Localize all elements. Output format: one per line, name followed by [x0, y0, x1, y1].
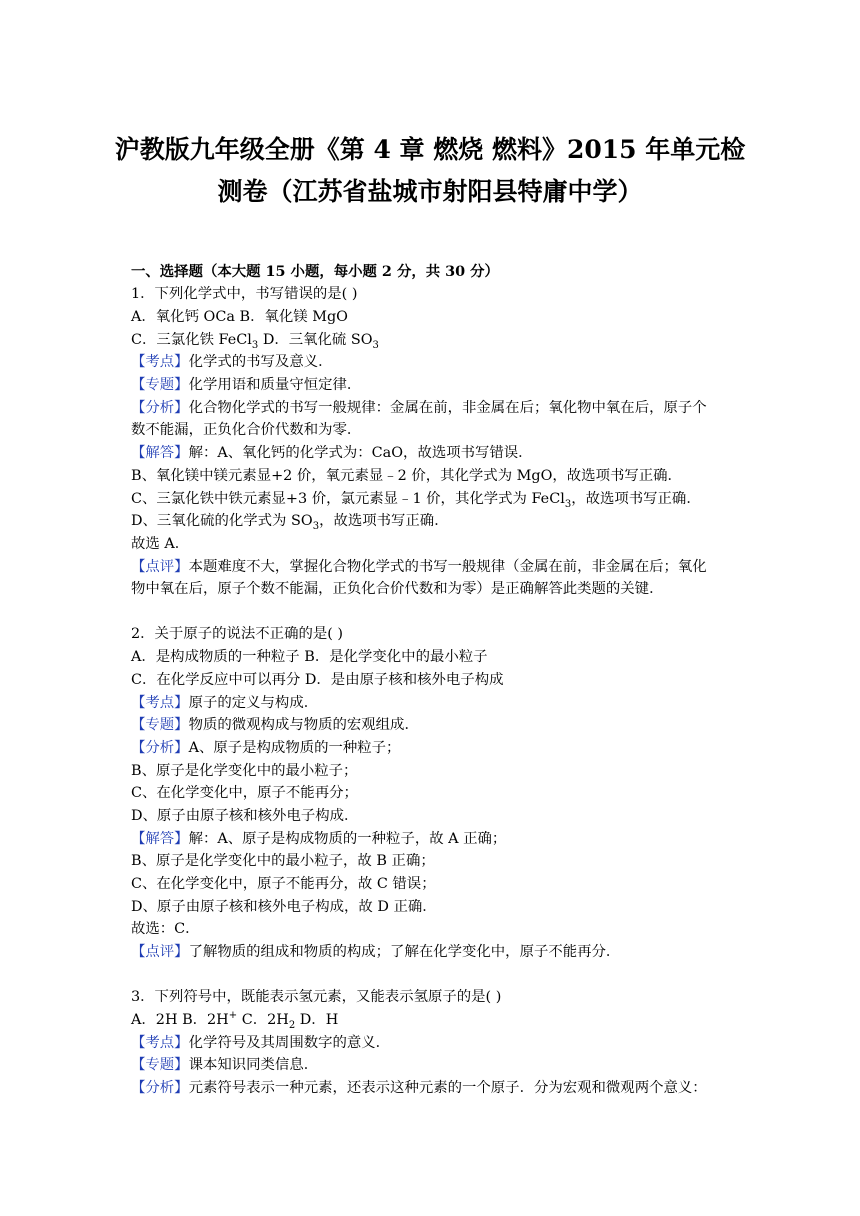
q1-options-ab: A．氧化钙 OCa B．氧化镁 MgO — [131, 309, 348, 325]
q1-zhuanti-text: 化学用语和质量守恒定律． — [188, 377, 362, 393]
q2-zhuanti — [131, 714, 751, 736]
jieda-tag: 【解答】 — [131, 445, 189, 461]
q2-jieda-text-1: 解：A、原子是构成物质的一种粒子，故 A 正确； — [188, 831, 507, 847]
q2-dianping — [131, 941, 751, 963]
dianping-tag: 【点评】 — [131, 559, 189, 575]
q1-jieda-4 — [131, 510, 751, 532]
q1-opt-c-sub: 3 — [251, 339, 259, 351]
q1-opt-d-sub: 3 — [372, 339, 379, 351]
q1-opt-d: D．三氧化硫 SO — [258, 332, 373, 348]
q1-jieda-3-sub: 3 — [564, 498, 572, 510]
q2-jieda-3: C、在化学变化中，原子不能再分，故 C 错误； — [131, 876, 436, 892]
fenxi-tag: 【分析】 — [131, 740, 189, 756]
q1-dianping-text-1: 本题难度不大，掌握化合物化学式的书写一般规律（金属在前，非金属在后；氧化 — [188, 559, 707, 575]
q1-jieda-4b: ，故选项书写正确． — [319, 513, 449, 529]
kaodian-tag: 【考点】 — [131, 695, 189, 711]
q3-opt-d: D．H — [295, 1012, 339, 1028]
q1-fenxi-text-1: 化合物化学式的书写一般规律：金属在前，非金属在后；氧化物中氧在后，原子个 — [188, 400, 707, 416]
q3-zhuanti — [131, 1054, 751, 1076]
q1-jieda-3b: ，故选项书写正确． — [571, 491, 701, 507]
section-heading: 一、选择题（本大题 15 小题，每小题 2 分，共 30 分） — [131, 263, 499, 280]
q1-jieda-1 — [131, 442, 751, 464]
q2-fenxi-4: D、原子由原子核和核外电子构成． — [131, 808, 359, 824]
q2-fenxi-2: B、原子是化学变化中的最小粒子； — [131, 763, 358, 779]
q3-opt-c-sub: 2 — [288, 1019, 296, 1031]
q3-opt-b-sup: + — [228, 1010, 238, 1022]
q3-zhuanti-text: 课本知识同类信息． — [188, 1057, 319, 1073]
q2-zhuanti-text: 物质的微观构成与物质的宏观组成． — [188, 717, 419, 733]
q3-kaodian — [131, 1032, 751, 1054]
q1-kaodian — [131, 351, 751, 373]
q1-jieda-2: B、氧化镁中镁元素显+2 价，氧元素显﹣2 价，其化学式为 MgO，故选项书写正确． — [131, 468, 682, 484]
doc-title-line1: 沪教版九年级全册《第 4 章 燃烧 燃料》2015 年单元检 — [114, 135, 746, 164]
q3-stem: 3．下列符号中，既能表示氢元素，又能表示氢原子的是( ) — [131, 989, 502, 1005]
q1-jieda-3a: C、三氯化铁中铁元素显+3 价，氯元素显﹣1 价，其化学式为 FeCl — [131, 491, 565, 507]
fenxi-tag: 【分析】 — [131, 400, 189, 416]
q2-options-ab: A．是构成物质的一种粒子 B．是化学变化中的最小粒子 — [131, 649, 488, 665]
q3-options — [131, 1009, 751, 1031]
zhuanti-tag: 【专题】 — [131, 1057, 189, 1073]
q2-fenxi-text-1: A、原子是构成物质的一种粒子； — [188, 740, 401, 756]
q2-fenxi-1 — [131, 737, 751, 759]
q3-fenxi — [131, 1077, 751, 1099]
q1-kaodian-text: 化学式的书写及意义． — [188, 354, 333, 370]
fenxi-tag: 【分析】 — [131, 1080, 189, 1096]
dianping-tag: 【点评】 — [131, 944, 189, 960]
q2-kaodian-text: 原子的定义与构成． — [188, 695, 319, 711]
q2-stem: 2．关于原子的说法不正确的是( ) — [131, 626, 344, 642]
jieda-tag: 【解答】 — [131, 831, 189, 847]
zhuanti-tag: 【专题】 — [131, 377, 189, 393]
kaodian-tag: 【考点】 — [131, 354, 189, 370]
q1-opt-c: C．三氯化铁 FeCl — [131, 332, 252, 348]
q3-fenxi-text: 元素符号表示一种元素，还表示这种元素的一个原子．分为宏观和微观两个意义： — [188, 1080, 707, 1096]
q2-jieda-5: 故选：C． — [131, 921, 200, 937]
q2-jieda-1 — [131, 828, 751, 850]
q2-options-cd: C．在化学反应中可以再分 D．是由原子核和核外电子构成 — [131, 672, 504, 688]
q1-dianping-2: 物中氧在后，原子个数不能漏，正负化合价代数和为零）是正确解答此类题的关键． — [131, 581, 664, 597]
q2-kaodian — [131, 692, 751, 714]
q3-opt-ab: A．2H B．2H — [131, 1012, 229, 1028]
q2-fenxi-3: C、在化学变化中，原子不能再分； — [131, 785, 358, 801]
q1-jieda-3 — [131, 488, 751, 510]
kaodian-tag: 【考点】 — [131, 1035, 189, 1051]
q1-fenxi-2: 数不能漏，正负化合价代数和为零． — [131, 422, 362, 438]
q2-dianping-text: 了解物质的组成和物质的构成；了解在化学变化中，原子不能再分． — [188, 944, 621, 960]
q1-jieda-text-1: 解：A、氧化钙的化学式为：CaO，故选项书写错误． — [188, 445, 533, 461]
doc-title-line2: 测卷（江苏省盐城市射阳县特庸中学） — [217, 177, 643, 206]
q1-jieda-4a: D、三氧化硫的化学式为 SO — [131, 513, 313, 529]
q1-stem: 1．下列化学式中，书写错误的是( ) — [131, 286, 358, 302]
q3-opt-c: C．2H — [237, 1012, 289, 1028]
q1-dianping-1 — [131, 556, 751, 578]
q1-options-cd — [131, 329, 751, 351]
q1-jieda-5: 故选 A． — [131, 536, 190, 552]
q1-jieda-4-sub: 3 — [312, 520, 320, 532]
q1-fenxi-1 — [131, 397, 751, 419]
q2-jieda-2: B、原子是化学变化中的最小粒子，故 B 正确； — [131, 853, 435, 869]
q1-zhuanti — [131, 374, 751, 396]
zhuanti-tag: 【专题】 — [131, 717, 189, 733]
q2-jieda-4: D、原子由原子核和核外电子构成，故 D 正确． — [131, 899, 437, 915]
q3-kaodian-text: 化学符号及其周围数字的意义． — [188, 1035, 391, 1051]
